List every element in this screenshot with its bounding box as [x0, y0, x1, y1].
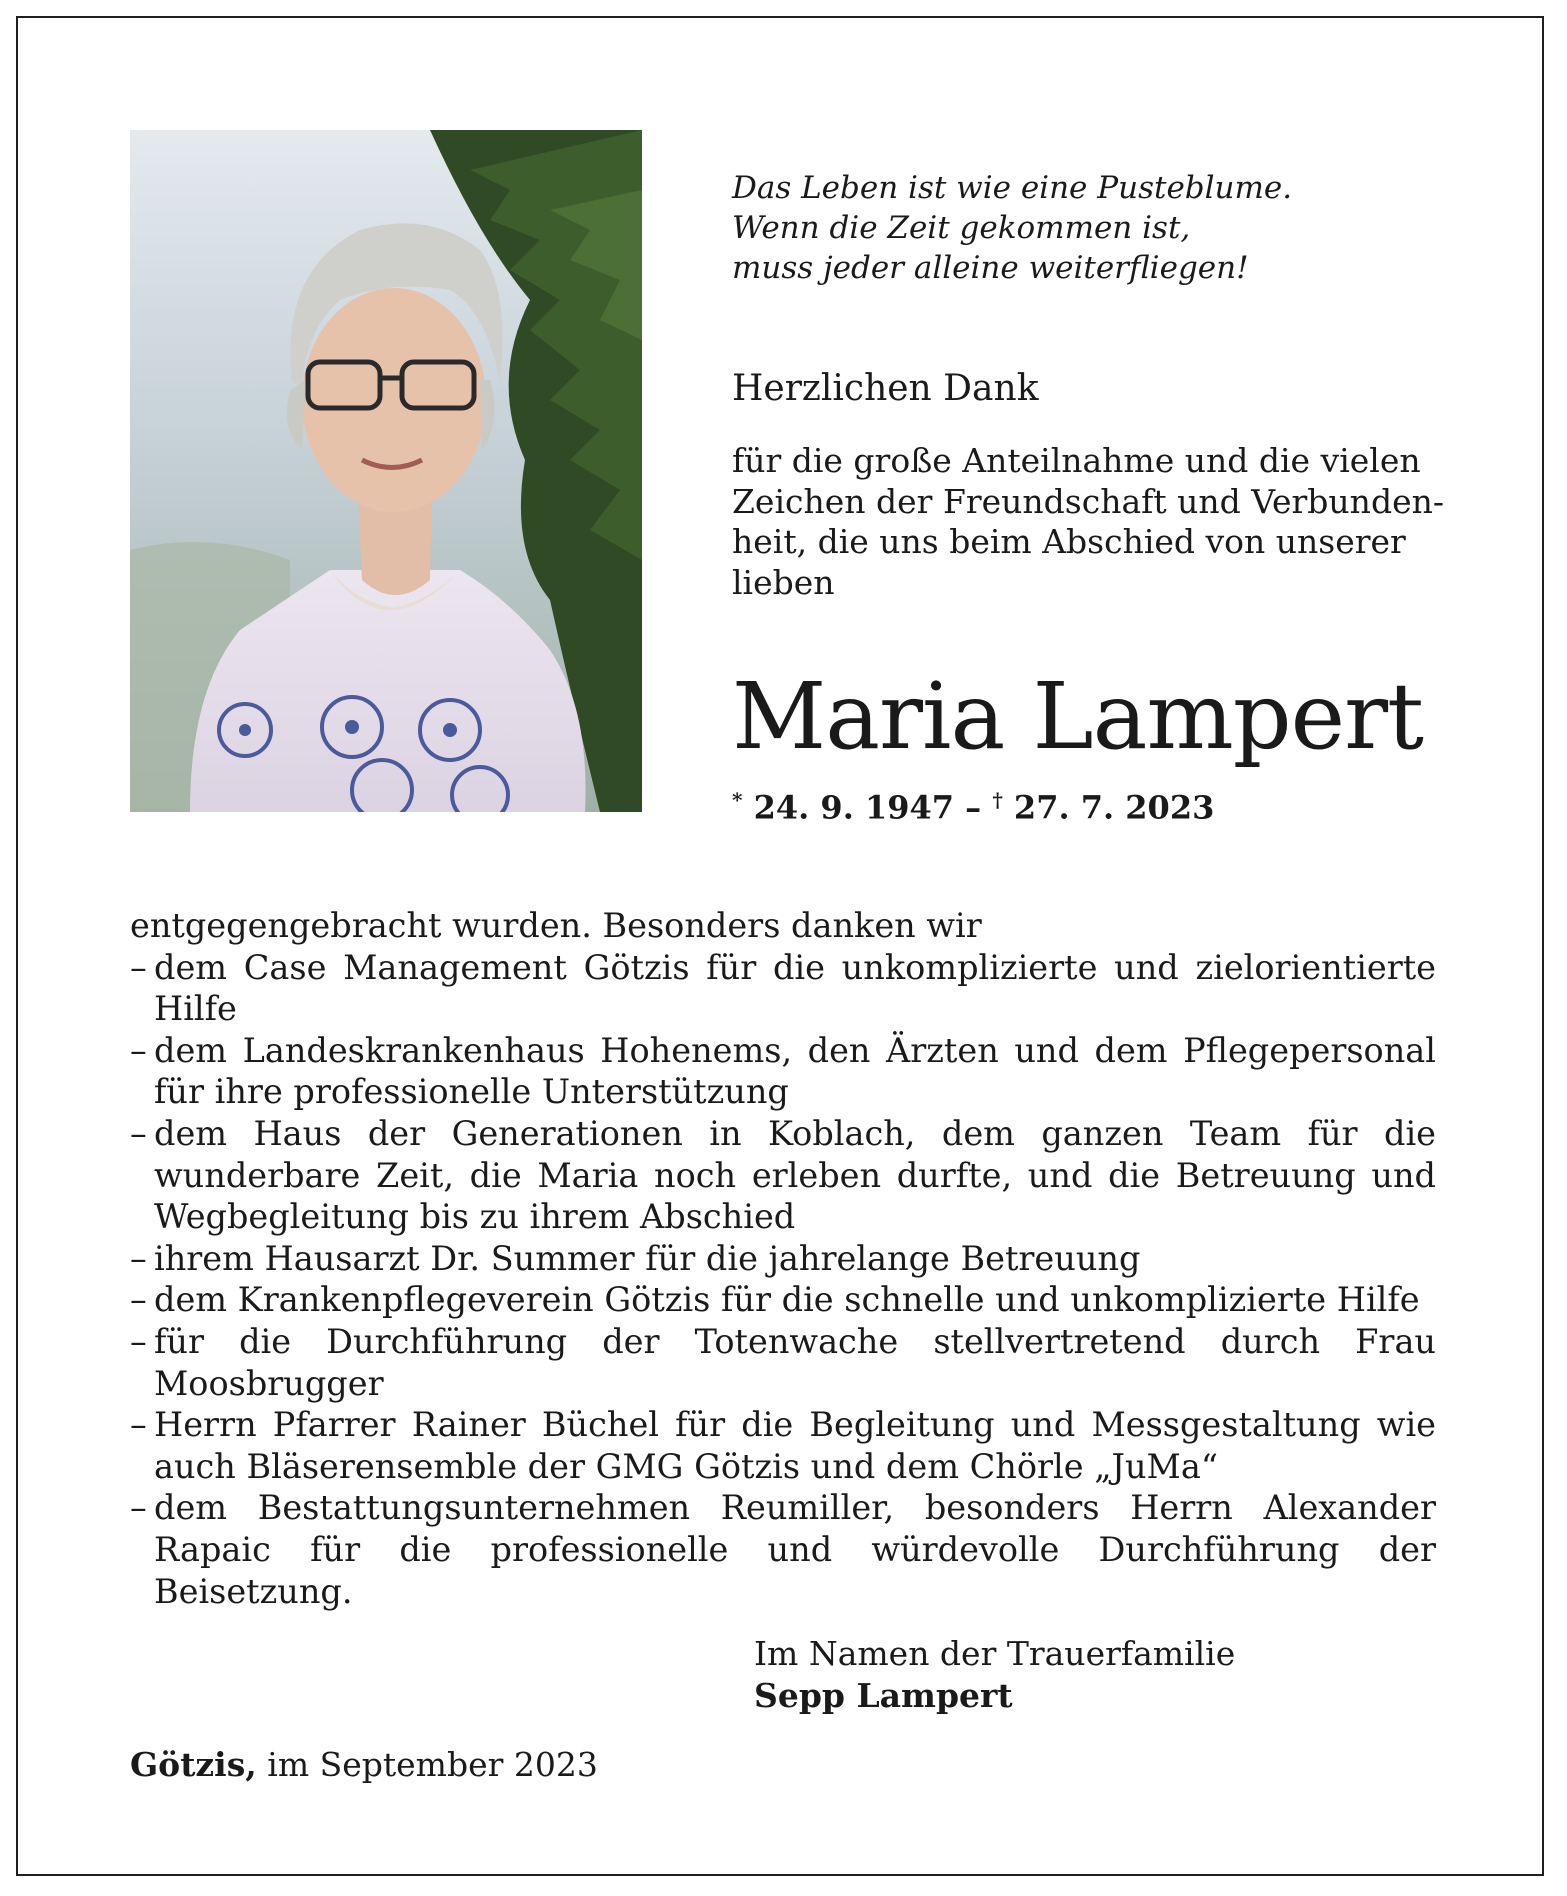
list-item: – dem Krankenpflegeverein Götzis für die schnelle und unkomplizierte Hilfe	[130, 1279, 1436, 1321]
thanks-text	[732, 441, 1460, 603]
life-dates	[732, 778, 1462, 830]
acknowledgement-list	[130, 947, 1436, 1613]
list-item: – Herrn Pfarrer Rainer Büchel für die Begleitung und Messgestaltung wie auch Bläserensemble der GMG Götzis und dem Chörle „JuMa“	[130, 1404, 1436, 1487]
list-item: – für die Durchführung der Totenwache stellvertretend durch Frau Moosbrugger	[130, 1321, 1436, 1404]
list-item: – dem Case Management Götzis für die unkomplizierte und zielorientierte Hilfe	[130, 947, 1436, 1030]
quote-line: Das Leben ist wie eine Pusteblume.	[732, 170, 1293, 206]
place-date-text: im September 2023	[267, 1745, 598, 1784]
portrait-photo	[130, 130, 642, 812]
thanks-line: Zeichen der Freundschaft und Verbunden-	[732, 481, 1444, 521]
signature-name: Sepp Lampert	[754, 1676, 1013, 1715]
thanks-heading: Herzlichen Dank	[732, 368, 1039, 409]
thanks-line: für die große Anteilnahme und die vielen	[732, 441, 1421, 480]
quote-line: muss jeder alleine weiterfliegen!	[732, 250, 1249, 286]
date-separator: –	[965, 788, 982, 827]
quote-block	[732, 168, 1462, 288]
quote-line: Wenn die Zeit gekommen ist,	[732, 210, 1191, 246]
thanks-line: heit, die uns beim Abschied von unserer	[732, 522, 1406, 561]
list-item: – dem Bestattungsunternehmen Reumiller, besonders Herrn Alexander Rapaic für die professionelle und würdevolle Durchführung der Beisetzung.	[130, 1487, 1436, 1612]
deceased-name: Maria Lampert	[732, 663, 1424, 770]
birth-date: 24. 9. 1947	[753, 788, 955, 827]
thanks-line: lieben	[732, 562, 835, 602]
list-item: – dem Haus der Generationen in Koblach, dem ganzen Team für die wunderbare Zeit, die Maria noch erleben durfte, und die Betreuung und Wegbegleitung bis zu ihrem Abschied	[130, 1113, 1436, 1238]
list-item: – ihrem Hausarzt Dr. Summer für die jahrelange Betreuung	[130, 1238, 1436, 1280]
birth-symbol: *	[732, 788, 743, 812]
death-date: 27. 7. 2023	[1013, 788, 1215, 827]
place-date	[130, 1744, 598, 1786]
place-town: Götzis,	[130, 1745, 257, 1784]
signature-line: Im Namen der Trauerfamilie	[754, 1634, 1236, 1673]
acknowledgements	[130, 905, 1436, 1612]
list-item: – dem Landeskrankenhaus Hohenems, den Ärzten und dem Pflegepersonal für ihre professionelle Unterstützung	[130, 1030, 1436, 1113]
signature-block	[754, 1633, 1235, 1717]
death-symbol: †	[992, 788, 1003, 812]
acknowledgements-intro: entgegengebracht wurden. Besonders danken wir	[130, 906, 982, 945]
